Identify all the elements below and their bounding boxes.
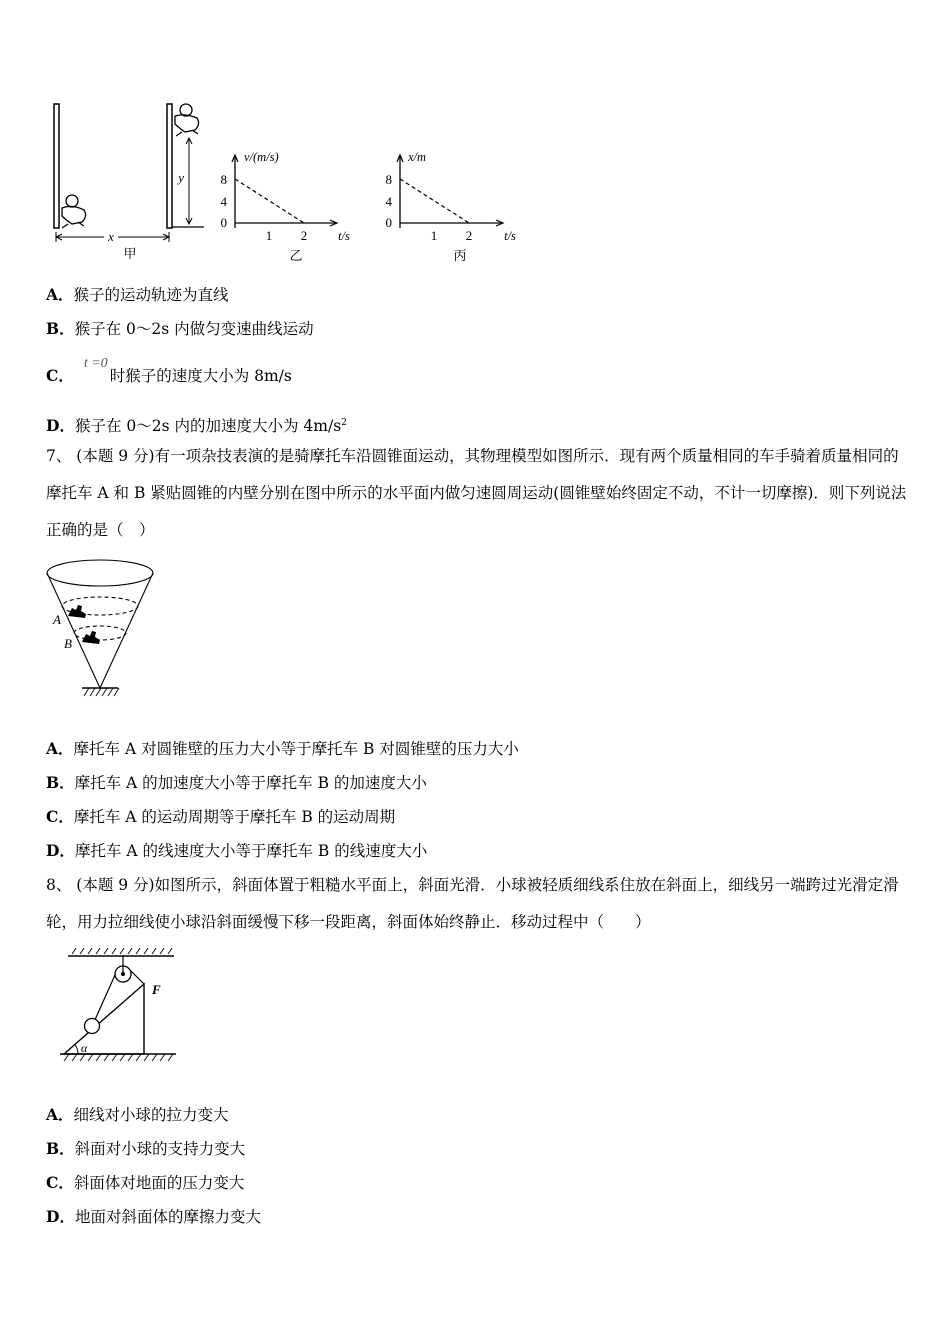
q7-option-d-text: D．摩托车 A 的线速度大小等于摩托车 B 的线速度大小 [46, 841, 428, 860]
q7-option-b [46, 773, 427, 793]
q6-option-d-text: D．猴子在 0～2s 内的加速度大小为 4m/s [46, 416, 342, 436]
yi-ytick-4: 4 [220, 194, 227, 209]
q8-option-b-text: B．斜面对小球的支持力变大 [46, 1139, 246, 1158]
motorcycle-icon-b [82, 631, 100, 644]
q6-option-d [46, 413, 347, 436]
yi-ytick-8: 8 [220, 172, 227, 187]
q8-option-a [46, 1105, 229, 1125]
yi-chart [221, 150, 351, 263]
y-label: y [178, 170, 184, 185]
q8-incline-figure [56, 948, 186, 1068]
yi-ylabel: v/(m/s) [244, 150, 279, 164]
q6-option-d-sup: 2 [341, 418, 347, 428]
q7-label-b: B [64, 636, 72, 651]
yi-ytick-0: 0 [220, 215, 227, 230]
yi-xlabel: t/s [338, 229, 350, 243]
yi-xtick-2: 2 [300, 228, 308, 243]
bing-caption: 丙 [453, 248, 467, 263]
bing-xlabel: t/s [504, 229, 516, 243]
bing-xtick-1: 1 [430, 228, 438, 243]
q6-option-c-text: 时猴子的速度大小为 8m/s [109, 367, 292, 385]
bing-chart [386, 150, 517, 263]
q7-stem: 7、 (本题 9 分)有一项杂技表演的是骑摩托车沿圆锥面运动，其物理模型如图所示．现有两个质量相同的车手骑着质量相同的摩托车 A 和 B 紧贴圆锥的内壁分别在图中所示的水平面内做匀速圆周运动(圆锥壁始终固定不动，不计一切摩擦)．则下列说法正确的是（ ） [46, 447, 907, 539]
q6-option-a [46, 285, 229, 305]
q6-option-a-text: A．猴子的运动轨迹为直线 [46, 285, 229, 304]
bing-data-line [400, 179, 469, 223]
monkey-icon-bottom [62, 195, 86, 228]
q8-option-c-text: C．斜面体对地面的压力变大 [46, 1173, 245, 1192]
yi-data-line [235, 179, 304, 223]
yi-xtick-1: 1 [265, 228, 273, 243]
q8-option-b [46, 1139, 245, 1159]
q6-option-c-prefix: C． [46, 366, 74, 385]
q8-option-a-text: A．细线对小球的拉力变大 [46, 1105, 229, 1124]
yi-caption: 乙 [289, 248, 303, 263]
ball-icon [85, 1019, 100, 1034]
q7-cone-figure [44, 556, 174, 702]
q7-label-a: A [53, 612, 61, 627]
q8-label-alpha: α [81, 1041, 88, 1055]
q8-option-d [46, 1207, 261, 1227]
q7-option-a [46, 739, 519, 759]
bing-ytick-4: 4 [385, 194, 392, 209]
monkey-icon-top [175, 104, 199, 136]
q8-option-d-text: D．地面对斜面体的摩擦力变大 [46, 1207, 261, 1226]
q7-option-c [46, 807, 395, 827]
q7-option-b-text: B．摩托车 A 的加速度大小等于摩托车 B 的加速度大小 [46, 773, 427, 792]
bing-ylabel: x/m [408, 150, 427, 164]
q7-option-a-text: A．摩托车 A 对圆锥壁的压力大小等于摩托车 B 对圆锥壁的压力大小 [46, 739, 519, 758]
q8-label-f: F [152, 982, 161, 997]
q6-figure [44, 96, 544, 268]
bing-ytick-8: 8 [385, 172, 392, 187]
q8-stem: 8、 (本题 9 分)如图所示，斜面体置于粗糙水平面上，斜面光滑．小球被轻质细线系住放在斜面上，细线另一端跨过光滑定滑轮，用力拉细线使小球沿斜面缓慢下移一段距离，斜面体始终静止．移动过程中（ ） [46, 876, 899, 931]
bing-xtick-2: 2 [465, 228, 473, 243]
q6-option-b-text: B．猴子在 0～2s 内做匀变速曲线运动 [46, 319, 314, 338]
q8-option-c [46, 1173, 244, 1193]
motorcycle-icon-a [68, 605, 86, 618]
jia-caption: 甲 [123, 246, 137, 261]
x-label: x [108, 229, 114, 244]
bing-ytick-0: 0 [385, 215, 392, 230]
q7-option-c-text: C．摩托车 A 的运动周期等于摩托车 B 的运动周期 [46, 807, 396, 826]
q6-option-c-formula: t =0 [83, 356, 108, 371]
q6-option-b [46, 319, 314, 339]
q6-option-c [46, 356, 292, 388]
q7-option-d [46, 841, 427, 861]
